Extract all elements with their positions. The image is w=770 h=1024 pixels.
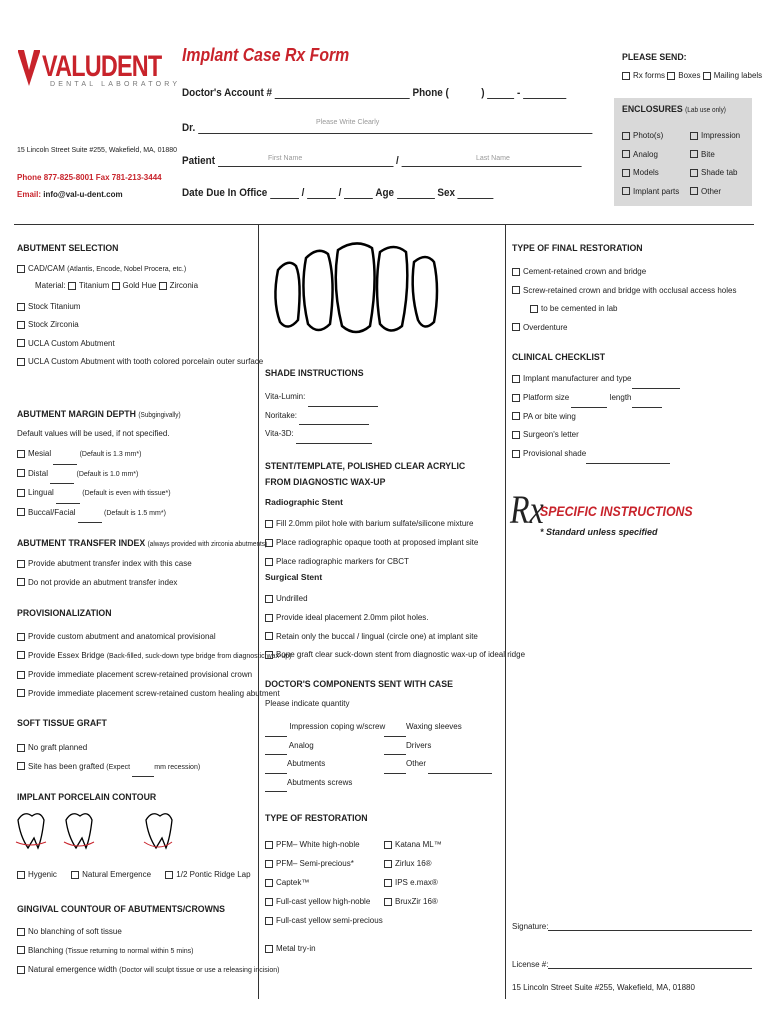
components-title: DOCTOR'S COMPONENTS SENT WITH CASE (265, 679, 453, 690)
shade-fields[interactable]: Vita-Lumin: Noritake: Vita-3D: (265, 388, 378, 444)
margin-depth-title: ABUTMENT MARGIN DEPTH (Subgingivally) (17, 409, 181, 420)
please-write-clearly: Please Write Clearly (316, 119, 380, 126)
logo-shield-icon (16, 46, 42, 88)
radiographic-options[interactable]: Fill 2.0mm pilot hole with barium sulfate/silicone mixture Place radiographic opaque tooth at proposed implant site Place radiographic markers for CBCT (265, 514, 478, 571)
patient-row[interactable]: Patient / (182, 155, 582, 167)
transfer-index-title: ABUTMENT TRANSFER INDEX (always provided with zirconia abutments) (17, 538, 268, 549)
please-send-title: PLEASE SEND: (622, 52, 687, 63)
margin-default-note: Default values will be used, if not specified. (17, 429, 170, 438)
cadcam-option[interactable]: CAD/CAM (Atlantis, Encode, Nobel Procera, etc.) (17, 264, 186, 273)
stent-title: STENT/TEMPLATE, POLISHED CLEAR ACRYLIC FROM DIAGNOSTIC WAX-UP (265, 461, 466, 488)
specific-instructions-title: SPECIFIC INSTRUCTIONS (540, 503, 693, 519)
doctor-account-row[interactable]: Doctor's Account # Phone ( ) - (182, 87, 566, 99)
surgical-options[interactable]: Undrilled Provide ideal placement 2.0mm pilot holes. Retain only the buccal / lingual (circle one) at implant site Bone graft clear suck-down stent from diagnostic wax-up of ideal ridge (265, 590, 525, 665)
radiographic-title: Radiographic Stent (265, 497, 343, 507)
logo (16, 46, 181, 96)
gingival-title: GINGIVAL COUNTOUR OF ABUTMENTS/CROWNS (17, 904, 225, 915)
please-send-options[interactable]: Rx forms Boxes Mailing labels (622, 71, 762, 80)
enclosures-left[interactable]: Photo(s) Analog Models Implant parts (622, 127, 679, 201)
mailing-labels-checkbox[interactable] (703, 72, 711, 80)
soft-tissue-title: SOFT TISSUE GRAFT (17, 718, 107, 729)
specific-instructions-subtitle: * Standard unless specified (540, 527, 658, 537)
enclosures-right[interactable]: Impression Bite Shade tab Other (690, 127, 740, 201)
provisional-title: PROVISIONALIZATION (17, 608, 112, 619)
rx-symbol: Rx (510, 487, 544, 532)
margin-options[interactable]: Mesial (Default is 1.3 mm*) Distal (Default is 1.0 mm*) Lingual (Default is even with tissue*) Buccal/Facial (Default is 1.5 mm*) (17, 445, 171, 523)
final-restoration-title: TYPE OF FINAL RESTORATION (512, 243, 643, 254)
rx-forms-checkbox[interactable] (622, 72, 630, 80)
lab-address: 15 Lincoln Street Suite #255, Wakefield, MA, 01880 (17, 147, 178, 154)
logo-text-left: VAL (42, 50, 85, 83)
logo-subtitle: DENTAL LABORATORY (50, 81, 181, 88)
teeth-illustration (268, 240, 448, 335)
components-note: Please indicate quantity (265, 699, 350, 708)
license-field[interactable]: License #: (512, 960, 752, 969)
boxes-checkbox[interactable] (667, 72, 675, 80)
abutment-selection-title: ABUTMENT SELECTION (17, 243, 119, 254)
abutment-options[interactable]: Stock Titanium Stock Zirconia UCLA Custom Abutment UCLA Custom Abutment with tooth colored porcelain outer surface (17, 298, 263, 371)
restoration-left[interactable]: PFM– White high-noble PFM– Semi-precious* Captek™ Full-cast yellow high-noble Full-cast yellow semi-precious Metal try-in (265, 835, 383, 958)
signature-field[interactable]: Signature: (512, 922, 752, 931)
restoration-title: TYPE OF RESTORATION (265, 813, 368, 824)
contour-options[interactable]: Hygenic Natural Emergence 1/2 Pontic Ridge Lap (17, 870, 251, 879)
first-name-hint: First Name (268, 155, 303, 162)
final-restoration-options[interactable]: Cement-retained crown and bridge Screw-retained crown and bridge with occlusal access holes to be cemented in lab Overdenture (512, 263, 736, 337)
due-date-row[interactable]: Date Due In Office / / Age Sex (182, 187, 494, 199)
gingival-options[interactable]: No blanching of soft tissue Blanching (Tissue returning to normal within 5 mins) Natural emergence width (Doctor will sculpt tissue or use a releasing incision) (17, 923, 279, 981)
porcelain-contour-title: IMPLANT PORCELAIN CONTOUR (17, 792, 157, 803)
components-right[interactable]: Waxing sleeves Drivers Other (384, 718, 492, 774)
header-divider (14, 224, 754, 225)
footer-address: 15 Lincoln Street Suite #255, Wakefield, MA, 01880 (512, 983, 695, 992)
last-name-hint: Last Name (476, 155, 510, 162)
logo-text-right: DENT (100, 50, 162, 83)
transfer-options[interactable]: Provide abutment transfer index with this case Do not provide an abutment transfer index (17, 555, 192, 592)
soft-tissue-options[interactable]: No graft planned Site has been grafted (Expect mm recession) (17, 739, 200, 777)
clinical-checklist-title: CLINICAL CHECKLIST (512, 352, 606, 363)
restoration-right[interactable]: Katana ML™ Zirlux 16® IPS e.max® BruxZir 16® (384, 835, 442, 911)
clinical-options[interactable]: Implant manufacturer and type Platform size length PA or bite wing Surgeon's letter Provisional shade (512, 370, 680, 464)
components-left[interactable]: Impression coping w/screw Analog Abutments Abutments screws (265, 718, 385, 792)
logo-text-dot: U (84, 50, 101, 83)
shade-title: SHADE INSTRUCTIONS (265, 368, 364, 379)
lab-phone: Phone 877-825-8001 Fax 781-213-3444 (17, 173, 162, 182)
material-options[interactable]: Material: Titanium Gold Hue Zirconia (35, 281, 199, 290)
surgical-title: Surgical Stent (265, 572, 323, 582)
lab-email: Email: info@val-u-dent.com (17, 190, 123, 199)
doctor-name-row[interactable]: Dr. (182, 122, 592, 134)
contour-teeth-icons (14, 808, 174, 863)
enclosures-title: ENCLOSURES (Lab use only) (622, 104, 726, 115)
form-title: Implant Case Rx Form (182, 45, 350, 65)
provisional-options[interactable]: Provide custom abutment and anatomical provisional Provide Essex Bridge (Back-filled, suck-down type bridge from diagnostic wax-up) Provide immediate placement screw-retained provisional crown Provide immediate placement screw-retained custom healing abutment (17, 628, 292, 703)
